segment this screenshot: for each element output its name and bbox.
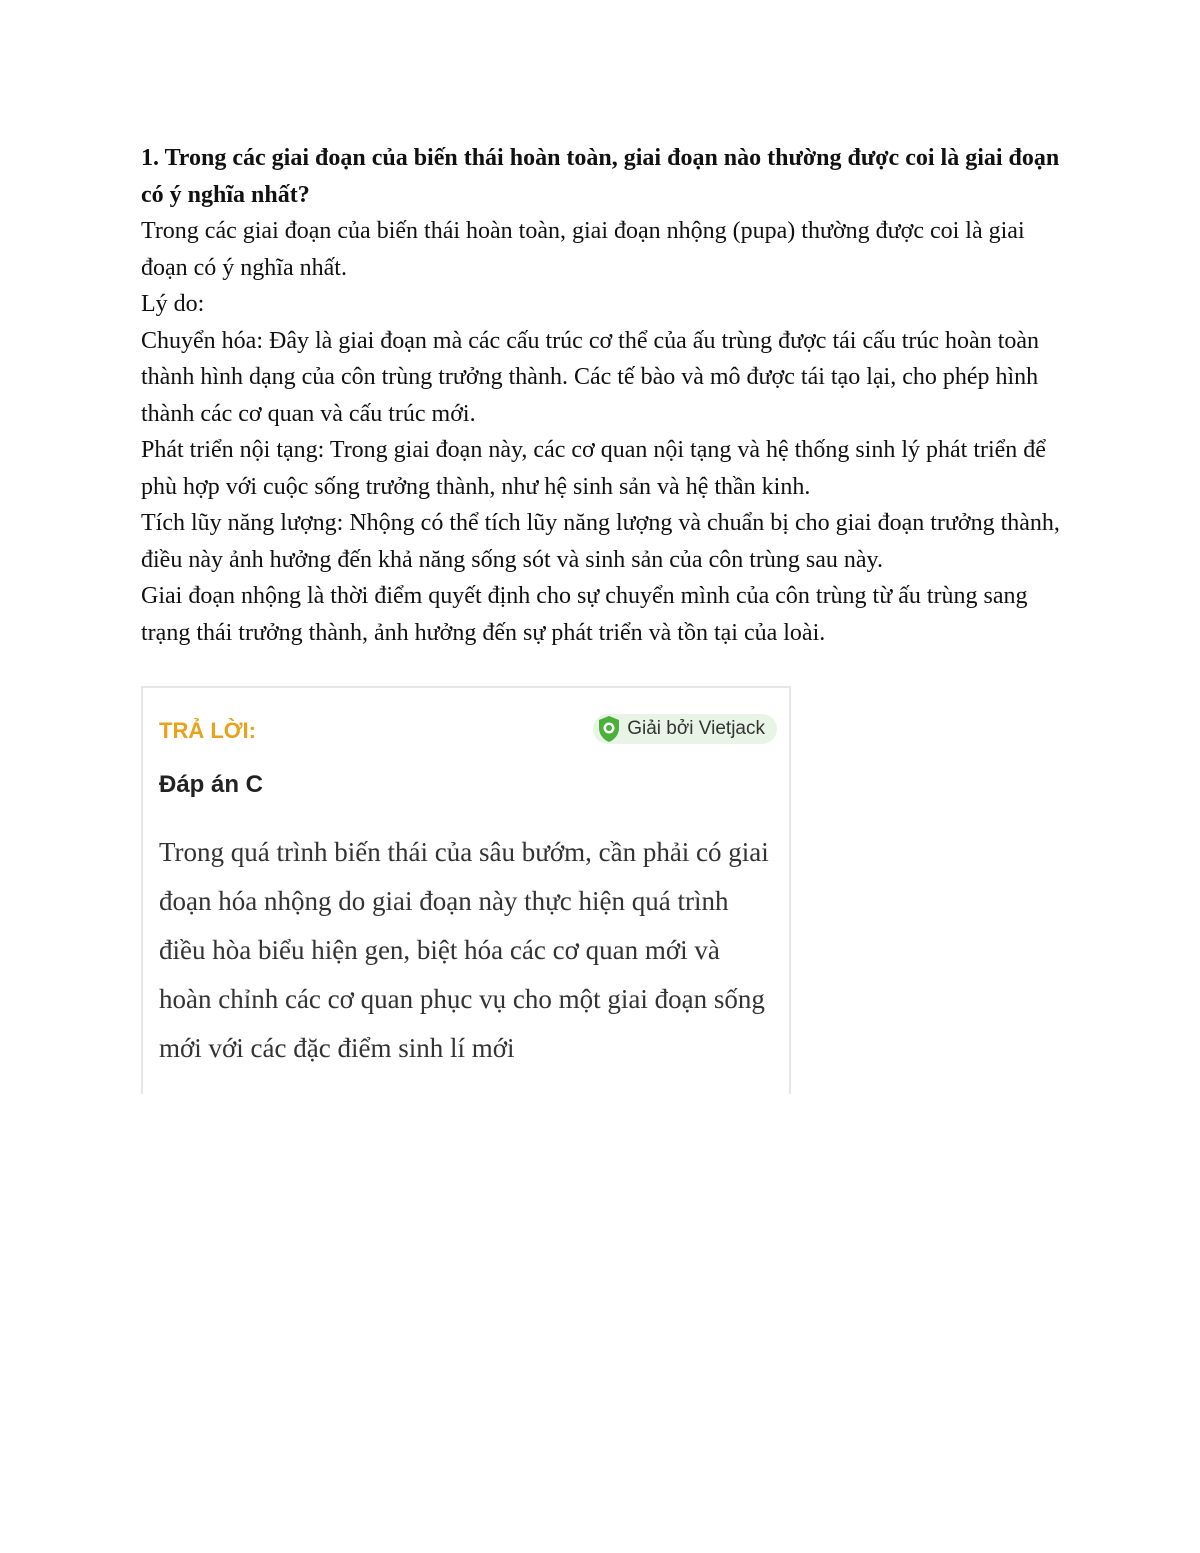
solver-badge-label: Giải bởi Vietjack — [627, 718, 765, 739]
reason-paragraph: Tích lũy năng lượng: Nhộng có thể tích lũy năng lượng và chuẩn bị cho giai đoạn trưởng thành, điều này ảnh hưởng đến khả năng sống sót và sinh sản của côn trùng sau này. — [141, 510, 1060, 573]
reason-heading: Lý do: — [141, 291, 205, 317]
shield-check-icon — [597, 715, 621, 743]
conclusion-paragraph: Giai đoạn nhộng là thời điểm quyết định cho sự chuyển mình của côn trùng từ ấu trùng sang trạng thái trưởng thành, ảnh hưởng đến sự phát triển và tồn tại của loài. — [141, 583, 1028, 646]
solver-badge — [593, 714, 777, 744]
answer-title: Đáp án C — [159, 771, 264, 798]
answer-card-header — [159, 714, 777, 748]
document-body — [141, 140, 1066, 651]
answer-paragraph: Trong các giai đoạn của biến thái hoàn toàn, giai đoạn nhộng (pupa) thường được coi là giai đoạn có ý nghĩa nhất. — [141, 218, 1025, 281]
question-heading: 1. Trong các giai đoạn của biến thái hoàn toàn, giai đoạn nào thường được coi là giai đoạn có ý nghĩa nhất? — [141, 145, 1060, 208]
answer-label: TRẢ LỜI: — [159, 718, 256, 743]
answer-explanation: Trong quá trình biến thái của sâu bướm, cần phải có giai đoạn hóa nhộng do giai đoạn này thực hiện quá trình điều hòa biểu hiện gen, biệt hóa các cơ quan mới và hoàn chỉnh các cơ quan phục vụ cho một giai đoạn sống mới với các đặc điểm sinh lí mới — [159, 837, 769, 1063]
reason-paragraph: Phát triển nội tạng: Trong giai đoạn này, các cơ quan nội tạng và hệ thống sinh lý phát triển để phù hợp với cuộc sống trưởng thành, như hệ sinh sản và hệ thần kinh. — [141, 437, 1046, 500]
answer-card-image — [141, 686, 791, 1094]
reason-paragraph: Chuyển hóa: Đây là giai đoạn mà các cấu trúc cơ thể của ấu trùng được tái cấu trúc hoàn toàn thành hình dạng của côn trùng trưởng thành. Các tế bào và mô được tái tạo lại, cho phép hình thành các cơ quan và cấu trúc mới. — [141, 327, 1040, 427]
